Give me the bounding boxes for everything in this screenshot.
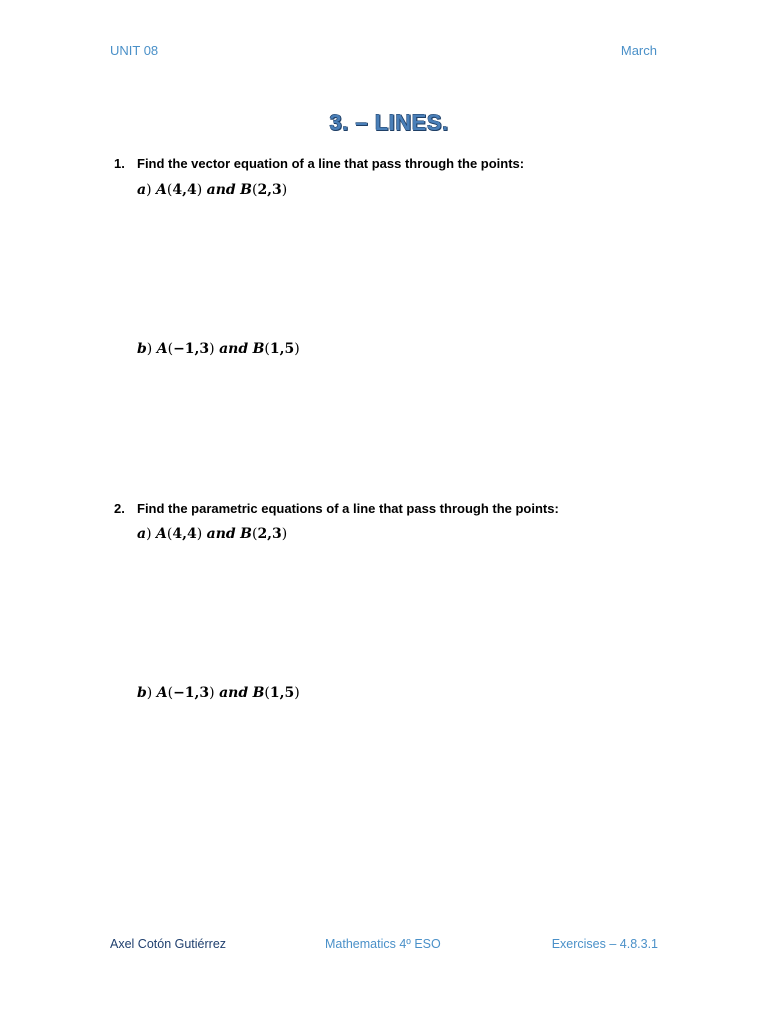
question-1-part-a: a) A(4,4) and B(2,3) [137,182,288,198]
header-month: March [620,43,657,58]
point-b-coords: 2,3 [257,182,282,198]
point-b-coords: 1,5 [269,341,295,357]
part-label: b [137,685,147,701]
and-word: and [219,341,249,357]
footer-author: Axel Cotón Gutiérrez [110,937,227,951]
page-title: 3. – LINES. [329,110,449,135]
part-label: a [137,526,147,542]
point-a-label: A [156,526,167,542]
question-2-part-b: b) A(−1,3) and B(1,5) [137,685,300,701]
question-2 [114,501,559,516]
question-text: Find the parametric equations of a line that pass through the points: [137,501,559,516]
question-text: Find the vector equation of a line that pass through the points: [137,156,525,171]
title-container [0,110,768,136]
footer-course: Mathematics 4º ESO [325,937,441,951]
point-b-coords: 1,5 [269,685,295,701]
and-word: and [206,182,236,198]
and-word: and [219,685,249,701]
point-a-coords: 4,4 [172,182,197,198]
point-a-coords: 4,4 [172,526,197,542]
footer-exercise: Exercises – 4.8.3.1 [551,937,658,951]
point-a-coords: −1,3 [173,685,210,701]
question-2-part-a: a) A(4,4) and B(2,3) [137,526,288,542]
point-b-coords: 2,3 [257,526,282,542]
point-b-label: B [240,182,252,198]
part-label: b [137,341,147,357]
point-b-label: B [252,341,265,357]
part-label: a [137,182,147,198]
point-a-label: A [156,182,167,198]
point-a-label: A [156,685,168,701]
point-a-label: A [156,341,168,357]
point-b-label: B [240,526,252,542]
header-unit: UNIT 08 [110,43,159,58]
question-1 [114,156,524,171]
question-number: 1. [114,156,125,171]
and-word: and [206,526,236,542]
question-1-part-b: b) A(−1,3) and B(1,5) [137,341,300,357]
point-b-label: B [252,685,265,701]
point-a-coords: −1,3 [173,341,210,357]
question-number: 2. [114,501,125,516]
